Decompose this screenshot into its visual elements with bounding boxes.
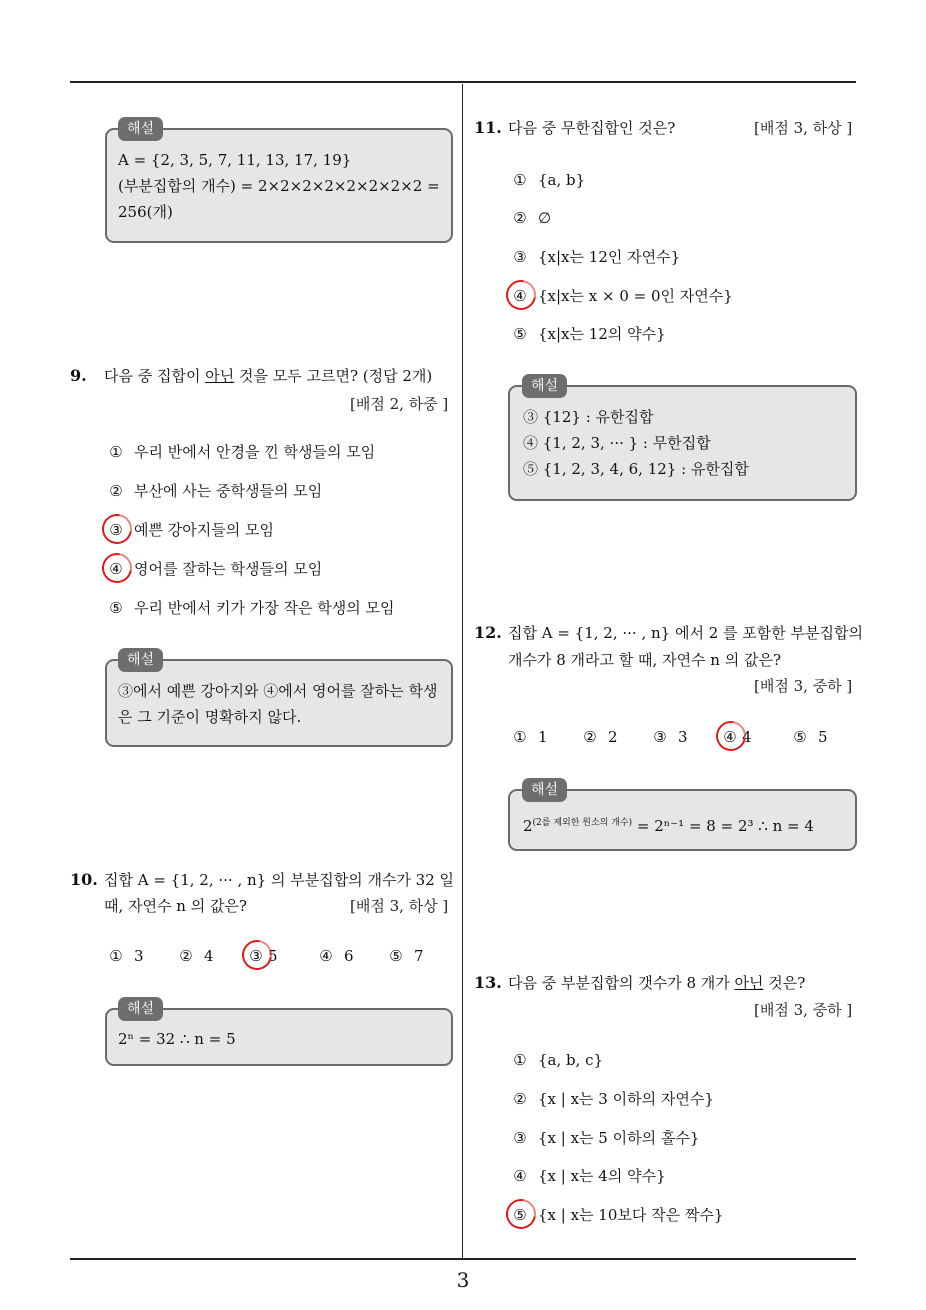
question-text: 때, 자연수 n 의 값은? [104,897,247,915]
answer-mark-circle [500,274,542,316]
choice-number: ⑤ [513,325,527,343]
choice-text: {x | x는 4의 약수} [538,1167,666,1185]
choice-3[interactable] [510,1126,699,1150]
score-label: [배점 3, 중하 ] [754,1001,853,1019]
solution-line: 2ⁿ = 32 ∴ n = 5 [118,1030,236,1048]
choice-number: ② [179,947,193,965]
choice-text: 5 [268,947,278,965]
question-12 [474,619,863,647]
question-text: 것을 모두 고르면? (정답 2개) [234,367,433,385]
choice-number: ④ [319,947,333,965]
choice-text: 1 [538,728,548,746]
question-10 [70,866,454,894]
question-text: 집합 A = {1, 2, ··· , n} 에서 2 를 포함한 부분집합의 [508,624,863,642]
solution-line: (부분집합의 개수) = 2×2×2×2×2×2×2×2 = [118,177,440,195]
bottom-rule [70,1258,856,1260]
question-text: 다음 중 무한집합인 것은? [508,119,676,137]
choice-text: {x | x는 5 이하의 홀수} [538,1129,700,1147]
choice-number: ① [109,947,123,965]
question-text: 개수가 8 개라고 할 때, 자연수 n 의 값은? [508,651,782,669]
question-text: 다음 중 부분집합의 갯수가 8 개가 [508,974,735,992]
solution-formula [523,811,814,838]
answer-mark-circle [236,934,278,976]
choice-2[interactable] [106,479,322,503]
solution-line: A = {2, 3, 5, 7, 11, 13, 17, 19} [118,151,352,169]
choice-number: ④ [723,728,737,746]
solution-box-q11 [508,385,857,501]
choice-5[interactable] [106,596,394,620]
solution-tag: 해설 [118,117,163,141]
solution-box-q8 [105,128,453,243]
column-divider [462,84,463,1260]
choice-text: 3 [678,728,688,746]
choice-text: {a, b, c} [538,1051,604,1069]
choice-5[interactable] [510,322,666,346]
question-number: 9. [70,366,87,385]
choice-text: 6 [344,947,354,965]
choice-4[interactable] [510,1164,666,1188]
choice-number: ④ [513,287,527,305]
choice-number: ③ [109,521,123,539]
choice-text: {x|x는 12인 자연수} [538,248,681,266]
choice-number: ③ [513,1129,527,1147]
question-text-underlined: 아닌 [205,367,235,385]
question-text: 것은? [763,974,806,992]
choice-text: 5 [818,728,828,746]
question-12-line2 [508,646,781,674]
score-label: [배점 3, 하상 ] [754,119,853,137]
choice-1[interactable] [106,440,375,464]
solution-tag: 해설 [118,648,163,672]
choice-3[interactable] [650,725,688,749]
choice-text: 우리 반에서 안경을 낀 학생들의 모임 [134,443,376,461]
choice-text: {x|x는 12의 약수} [538,325,666,343]
choice-text: 4 [204,947,214,965]
choice-text: {a, b} [538,171,586,189]
choice-5[interactable] [790,725,828,749]
choice-text: ∅ [538,209,552,227]
answer-mark-circle [96,547,138,589]
choice-number: ③ [513,248,527,266]
choice-text: {x | x는 10보다 작은 짝수} [538,1206,724,1224]
choice-2[interactable] [176,944,214,968]
choice-3[interactable] [510,245,680,269]
choice-number: ③ [249,947,263,965]
choice-number: ④ [109,560,123,578]
choice-number: ① [513,728,527,746]
solution-line: 256(개) [118,203,173,221]
choice-1[interactable] [510,168,585,192]
choice-number: ⑤ [793,728,807,746]
solution-line: ③에서 예쁜 강아지와 ④에서 영어를 잘하는 학생 [118,682,438,700]
formula-rest: = 2ⁿ⁻¹ = 8 = 2³ ∴ n = 4 [632,817,814,835]
choice-number: ⑤ [109,599,123,617]
choice-number: ③ [653,728,667,746]
choice-2[interactable] [580,725,618,749]
solution-line: ③ {12} : 유한집합 [523,408,654,426]
solution-tag: 해설 [522,778,567,802]
solution-line: ⑤ {1, 2, 3, 4, 6, 12} : 유한집합 [523,460,749,478]
choice-2[interactable] [510,206,551,230]
answer-mark-circle [500,1193,542,1235]
choice-text: 3 [134,947,144,965]
score-label: [배점 3, 하상 ] [350,897,449,915]
choice-4[interactable] [316,944,354,968]
choice-number: ② [513,209,527,227]
choice-number: ② [109,482,123,500]
solution-tag: 해설 [522,374,567,398]
formula-base: 2 [523,817,533,835]
choice-1[interactable] [106,944,144,968]
choice-number: ⑤ [389,947,403,965]
question-text: 다음 중 집합이 [104,367,206,385]
choice-number: ② [513,1090,527,1108]
question-number: 11. [474,118,502,137]
choice-1[interactable] [510,725,548,749]
choice-number: ⑤ [513,1206,527,1224]
choice-text: 부산에 사는 중학생들의 모임 [134,482,323,500]
choice-text: 영어를 잘하는 학생들의 모임 [134,560,323,578]
question-9 [70,362,432,390]
question-10-line2 [104,892,247,920]
score-label: [배점 3, 중하 ] [754,677,853,695]
choice-5[interactable] [510,1203,723,1227]
question-number: 13. [474,973,502,992]
question-13 [474,969,805,997]
choice-number: ④ [513,1167,527,1185]
choice-text: {x | x는 3 이하의 자연수} [538,1090,714,1108]
choice-text: 예쁜 강아지들의 모임 [134,521,274,539]
top-rule [70,81,856,83]
choice-text: 우리 반에서 키가 가장 작은 학생의 모임 [134,599,395,617]
choice-4[interactable] [510,284,733,308]
choice-text: 2 [608,728,618,746]
formula-exponent: (2를 제외한 원소의 개수) [532,818,633,828]
choice-text: 7 [414,947,424,965]
choice-1[interactable] [510,1048,603,1072]
question-text: 집합 A = {1, 2, ··· , n} 의 부분집합의 개수가 32 일 [104,871,455,889]
solution-line: 은 그 기준이 명확하지 않다. [118,708,302,726]
answer-mark-circle [96,508,138,550]
choice-4[interactable] [106,557,322,581]
choice-text: 4 [742,728,752,746]
choice-number: ① [513,171,527,189]
choice-2[interactable] [510,1087,714,1111]
question-number: 10. [70,870,98,889]
answer-mark-circle [710,715,752,757]
question-number: 12. [474,623,502,642]
choice-text: {x|x는 x × 0 = 0인 자연수} [538,287,733,305]
score-label: [배점 2, 하중 ] [350,395,449,413]
question-text-underlined: 아닌 [734,974,764,992]
choice-number: ① [513,1051,527,1069]
choice-number: ① [109,443,123,461]
question-11 [474,114,675,142]
solution-line: ④ {1, 2, 3, ··· } : 무한집합 [523,434,711,452]
solution-tag: 해설 [118,997,163,1021]
choice-number: ② [583,728,597,746]
page-number: 3 [456,1268,470,1292]
choice-5[interactable] [386,944,424,968]
solution-box-q9 [105,659,453,747]
